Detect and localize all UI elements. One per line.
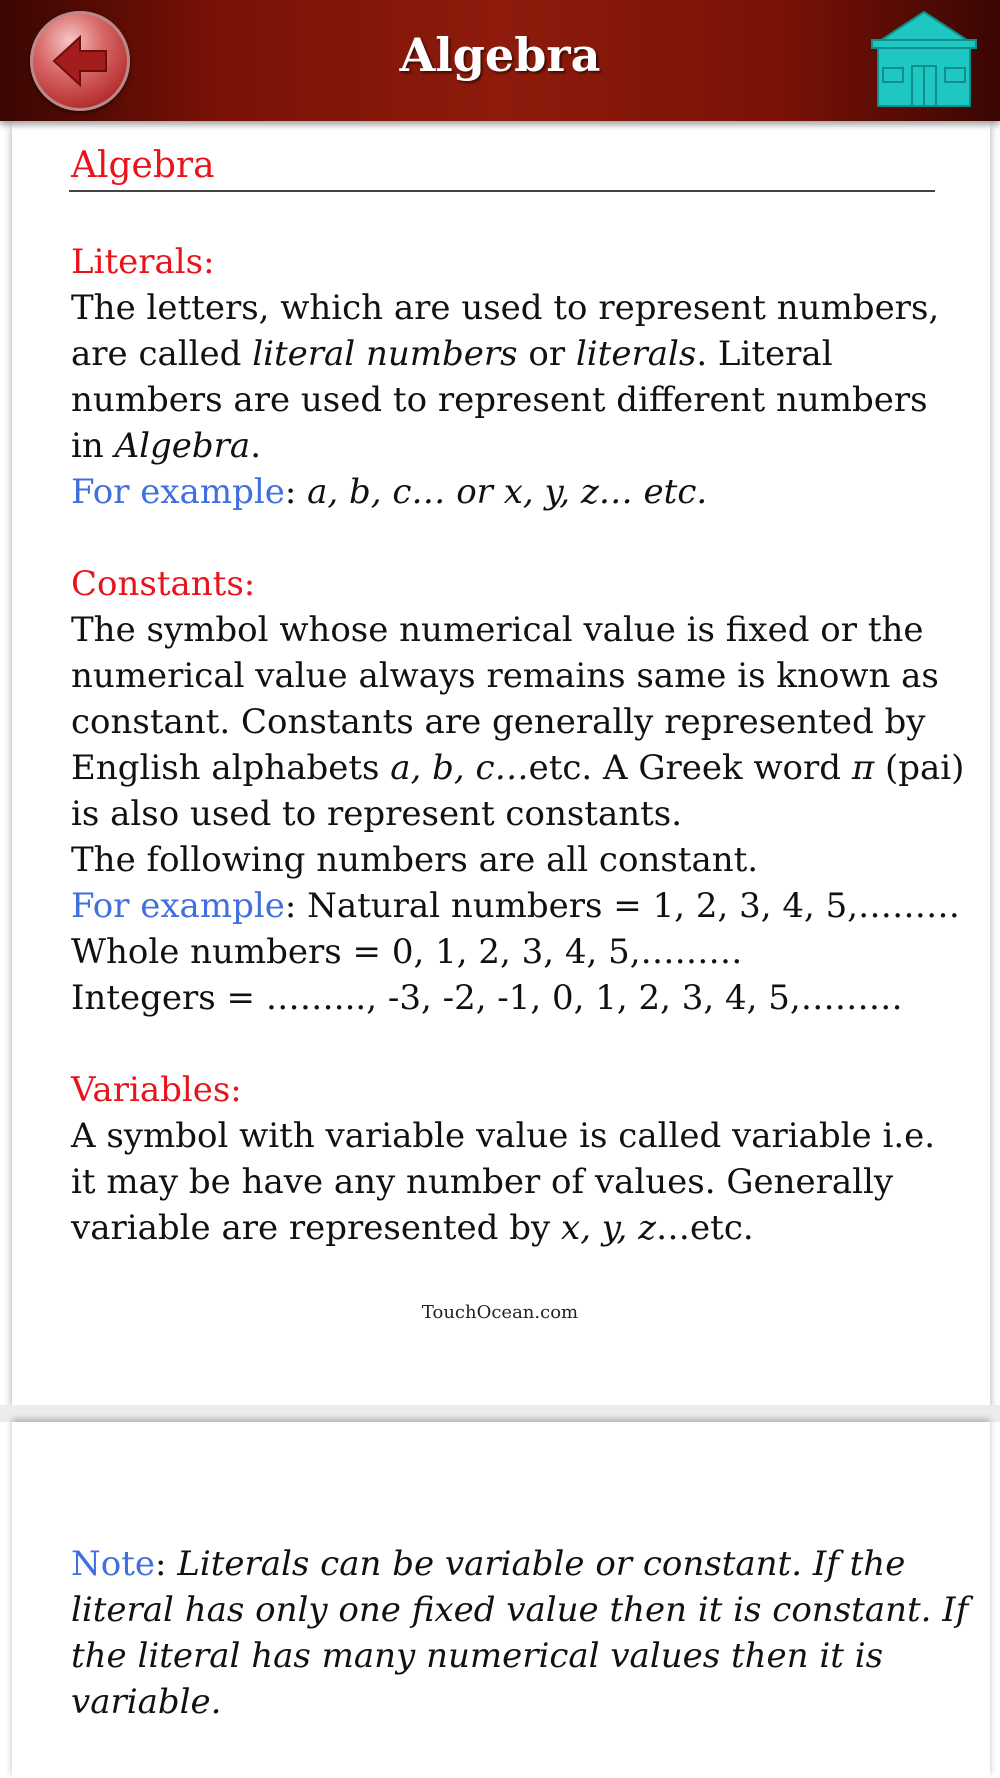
text-run: English alphabets xyxy=(71,748,391,788)
example-label: For example xyxy=(71,472,285,512)
text-run: etc. A Greek word xyxy=(528,748,852,788)
constants-line-6: The following numbers are all constant. xyxy=(71,840,759,880)
literals-line-4 xyxy=(71,423,951,469)
note-line-3: the literal has many numerical values then it is xyxy=(71,1636,884,1676)
literals-line-1: The letters, which are used to represent numbers, xyxy=(71,288,940,328)
example-text: a, b, c… or x, y, z… etc. xyxy=(307,472,708,512)
text-run: : xyxy=(155,1544,178,1584)
variables-line-1: A symbol with variable value is called variable i.e. xyxy=(71,1116,936,1156)
text-run-italic: literal numbers xyxy=(252,334,518,374)
text-run-italic: a, b, c… xyxy=(390,748,529,788)
text-run-italic: x, y, z xyxy=(561,1208,657,1248)
text-run: …etc. xyxy=(656,1208,754,1248)
constants-line-5: is also used to represent constants. xyxy=(71,794,683,834)
main-content xyxy=(71,239,965,1251)
constants-line-2: numerical value always remains same is known as xyxy=(71,656,939,696)
note-line-1 xyxy=(71,1541,951,1587)
integers: Integers = ……..., -3, -2, -1, 0, 1, 2, 3, 4, 5,……… xyxy=(71,978,903,1018)
constants-line-4 xyxy=(71,745,965,791)
note-label: Note xyxy=(71,1544,156,1584)
text-run: : xyxy=(284,472,308,512)
variables-line-3 xyxy=(71,1205,951,1251)
constants-example xyxy=(71,883,961,929)
header-title: Algebra xyxy=(399,28,601,82)
text-run: variable are represented by xyxy=(71,1208,562,1248)
constants-line-1: The symbol whose numerical value is fixed or the xyxy=(71,610,924,650)
spacer xyxy=(71,1021,951,1067)
text-run-italic: literals xyxy=(575,334,697,374)
example-label: For example xyxy=(71,886,285,926)
variables-line-2: it may be have any number of values. Generally xyxy=(71,1162,894,1202)
variables-heading: Variables: xyxy=(71,1070,242,1110)
literals-line-3: numbers are used to represent different numbers xyxy=(71,380,928,420)
note-section xyxy=(71,1541,969,1725)
literals-heading: Literals: xyxy=(71,242,215,282)
text-run-italic: Algebra xyxy=(114,426,251,466)
home-button[interactable] xyxy=(868,10,980,110)
page-title: Algebra xyxy=(71,145,215,186)
constants-line-3: constant. Constants are generally represented by xyxy=(71,702,926,742)
title-divider xyxy=(69,190,935,192)
example-text: : Natural numbers = 1, 2, 3, 4, 5,……… xyxy=(284,886,961,926)
constants-heading: Constants: xyxy=(71,564,256,604)
text-run: in xyxy=(71,426,115,466)
text-run-italic: Literals can be variable or constant. If the xyxy=(177,1544,906,1584)
pi-symbol: π xyxy=(851,748,875,788)
text-run: . xyxy=(250,426,262,466)
note-line-2: literal has only one fixed value then it is constant. If xyxy=(71,1590,969,1630)
literals-line-2 xyxy=(71,331,951,377)
text-run: or xyxy=(517,334,576,374)
note-line-4: variable. xyxy=(71,1682,222,1722)
app-header xyxy=(0,0,1000,121)
site-credit: TouchOcean.com xyxy=(421,1302,579,1323)
card-gap xyxy=(0,1405,1000,1422)
text-run: . Literal xyxy=(696,334,833,374)
whole-numbers: Whole numbers = 0, 1, 2, 3, 4, 5,……… xyxy=(71,932,743,972)
text-run: (pai) xyxy=(874,748,965,788)
text-run: are called xyxy=(71,334,253,374)
literals-example xyxy=(71,469,951,515)
spacer xyxy=(71,515,951,561)
home-icon xyxy=(868,10,980,110)
